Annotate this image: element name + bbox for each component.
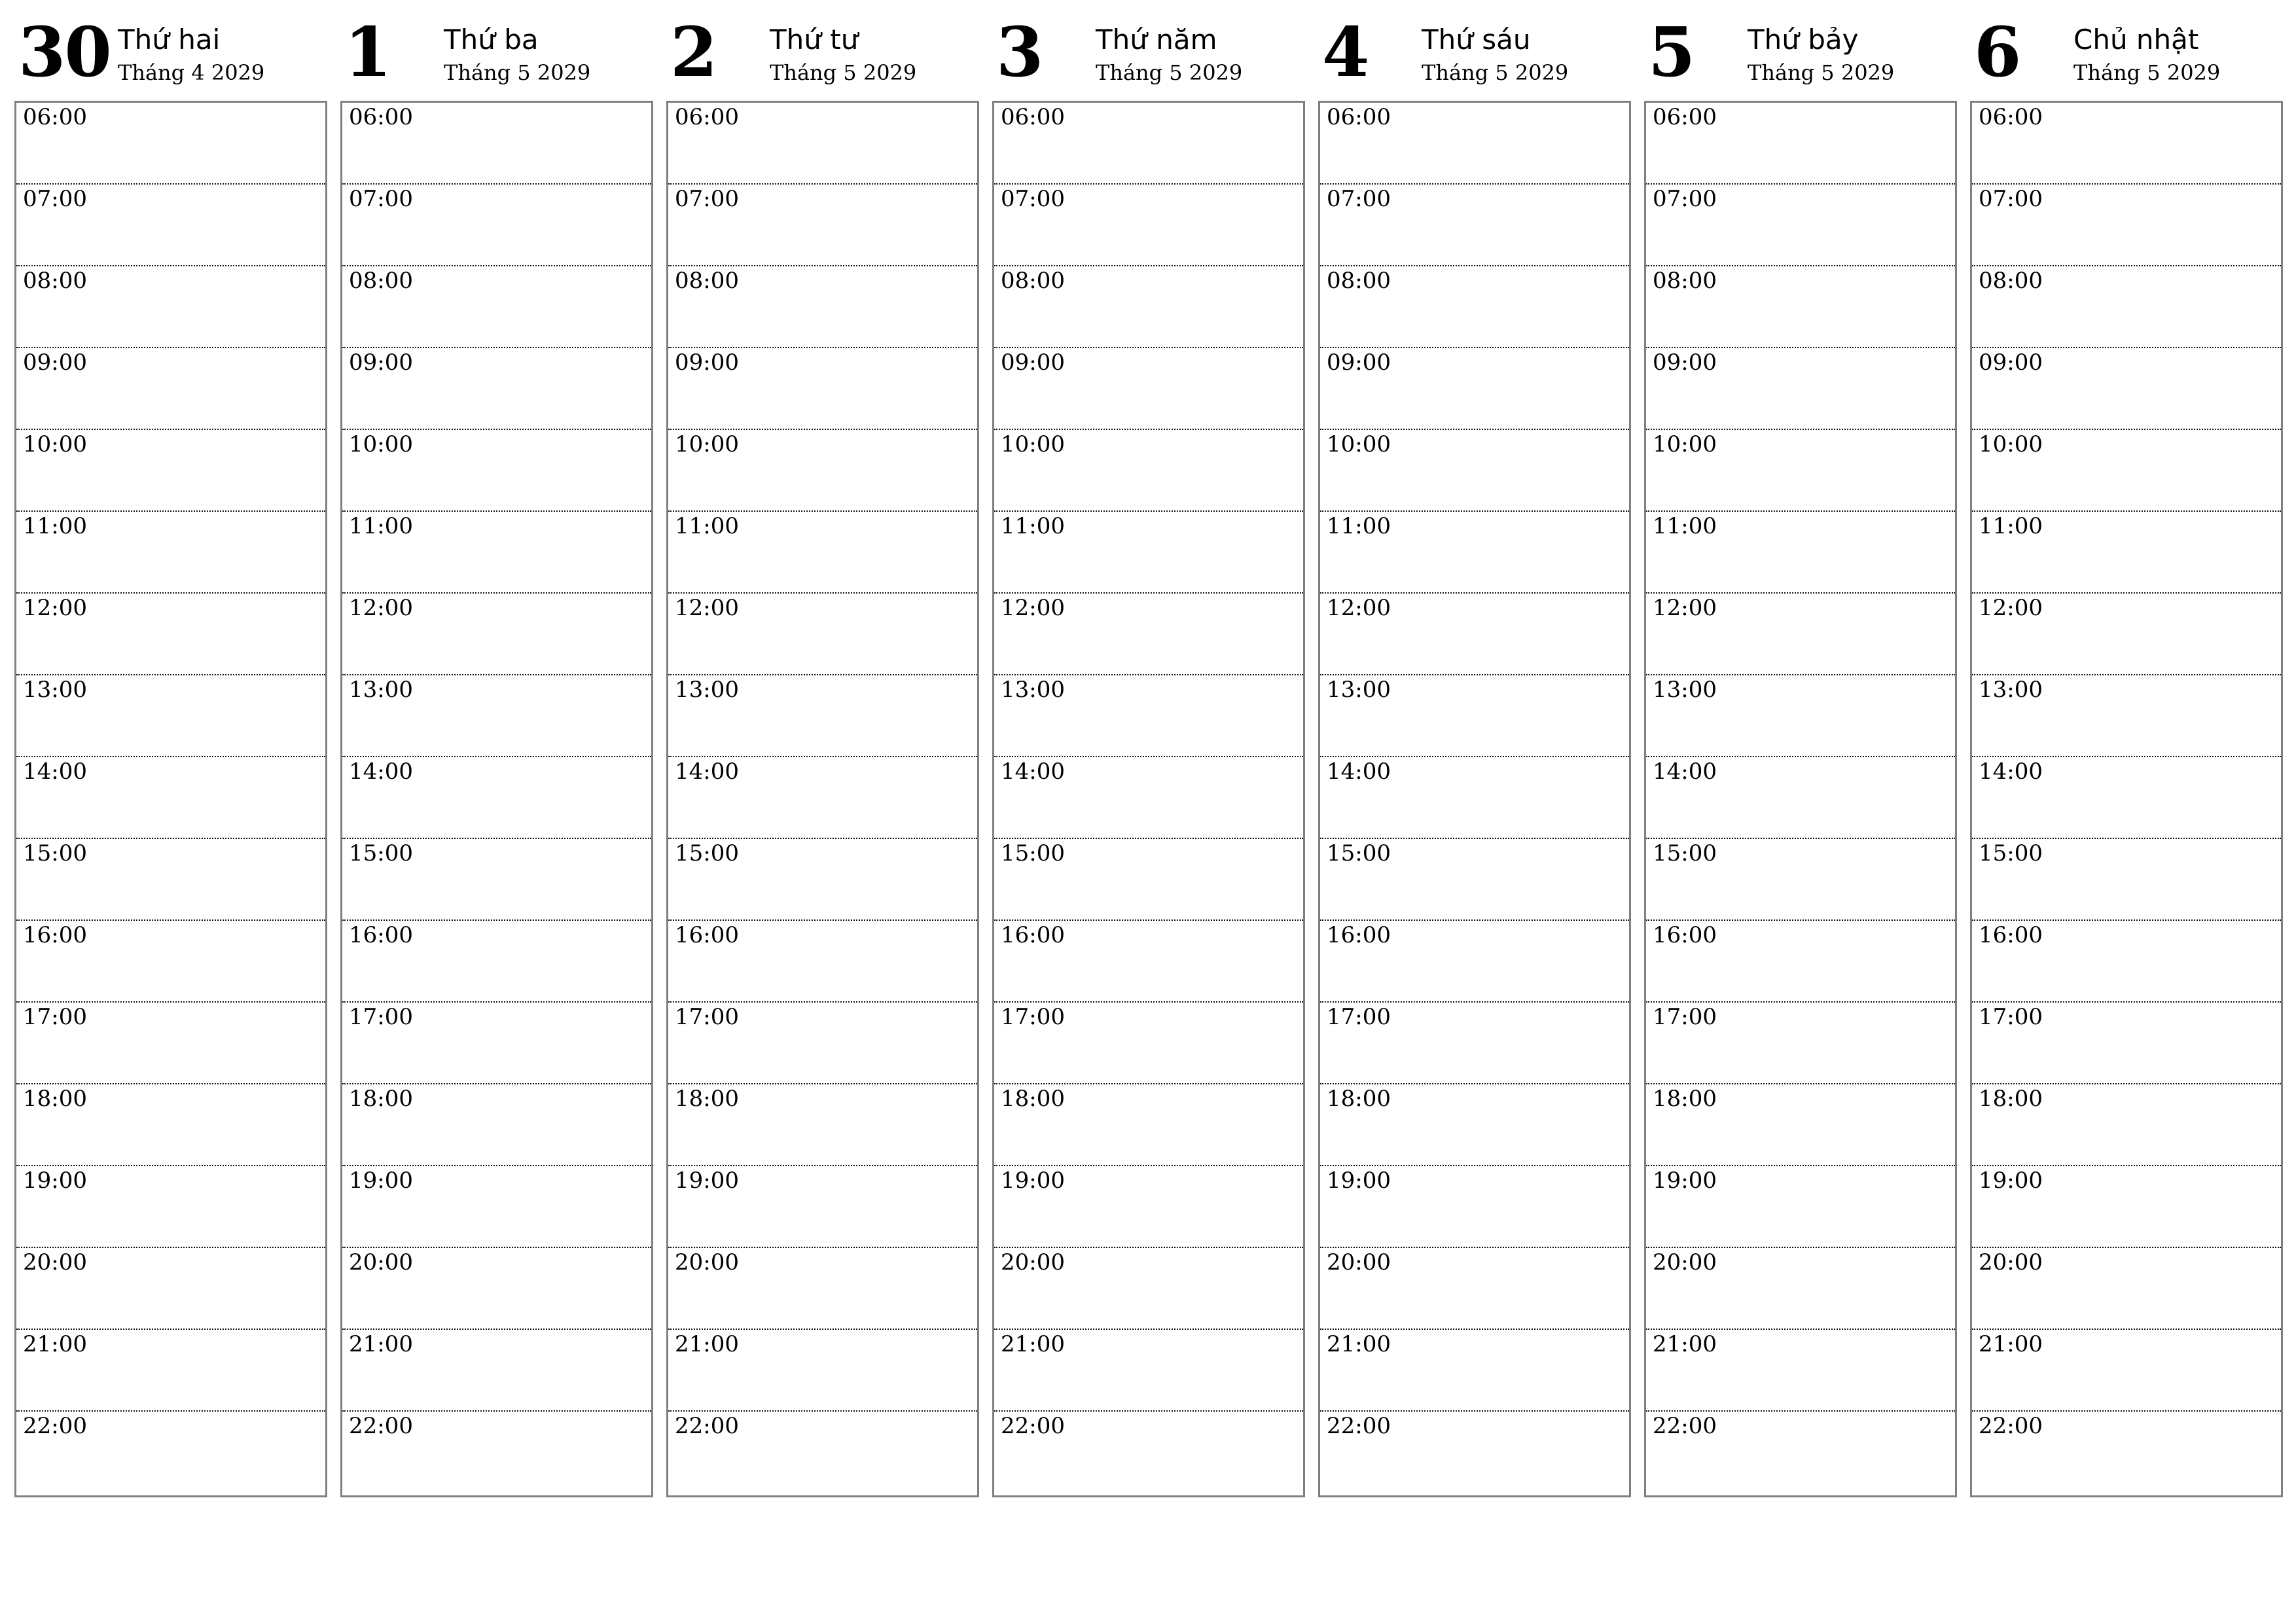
time-slot-label: 18:00 xyxy=(675,1086,739,1112)
time-slot xyxy=(342,757,651,839)
day-column xyxy=(1970,12,2282,1497)
time-slot-label: 09:00 xyxy=(1001,349,1065,376)
time-slot xyxy=(668,1248,977,1330)
day-number: 2 xyxy=(670,12,717,92)
time-slot-label: 14:00 xyxy=(349,758,413,785)
time-slot-label: 21:00 xyxy=(675,1331,739,1357)
time-slot xyxy=(342,430,651,512)
time-slot-label: 07:00 xyxy=(1001,186,1065,212)
time-slot-label: 10:00 xyxy=(1327,431,1391,457)
time-slot xyxy=(1972,1412,2281,1493)
time-slot xyxy=(1320,1412,1629,1493)
time-slot xyxy=(16,1084,325,1166)
time-slot-label: 17:00 xyxy=(1001,1004,1065,1030)
time-slot-label: 19:00 xyxy=(1653,1168,1717,1194)
time-slot xyxy=(994,185,1303,266)
time-slot-label: 20:00 xyxy=(1979,1249,2043,1275)
day-column xyxy=(1318,12,1630,1497)
day-header xyxy=(1644,12,1956,101)
time-slot-label: 10:00 xyxy=(349,431,413,457)
time-slot-label: 12:00 xyxy=(1979,595,2043,621)
time-slot-label: 18:00 xyxy=(23,1086,87,1112)
time-slot-label: 13:00 xyxy=(1653,677,1717,703)
time-slot-label: 12:00 xyxy=(1001,595,1065,621)
month-year-label: Tháng 5 2029 xyxy=(1748,60,1895,85)
time-slot xyxy=(1972,1330,2281,1412)
month-year-label: Tháng 5 2029 xyxy=(770,60,917,85)
day-schedule-box xyxy=(1318,101,1631,1497)
time-slot-label: 07:00 xyxy=(23,186,87,212)
time-slot-label: 09:00 xyxy=(1653,349,1717,376)
time-slot xyxy=(1320,757,1629,839)
time-slot xyxy=(668,839,977,921)
time-slot xyxy=(1320,1084,1629,1166)
time-slot xyxy=(342,348,651,430)
time-slot xyxy=(342,185,651,266)
time-slot-label: 15:00 xyxy=(675,840,739,866)
weekday-label: Thứ bảy xyxy=(1748,24,1859,56)
time-slot xyxy=(1646,921,1955,1003)
weekday-label: Thứ ba xyxy=(444,24,539,56)
time-slot-label: 21:00 xyxy=(1979,1331,2043,1357)
time-slot xyxy=(668,103,977,185)
weekday-label: Thứ năm xyxy=(1096,24,1217,56)
time-slot xyxy=(668,266,977,348)
time-slot-label: 10:00 xyxy=(1979,431,2043,457)
day-schedule-box xyxy=(992,101,1305,1497)
time-slot xyxy=(1320,1166,1629,1248)
time-slot-label: 08:00 xyxy=(1327,268,1391,294)
day-number: 4 xyxy=(1322,12,1369,92)
time-slot-label: 08:00 xyxy=(1653,268,1717,294)
time-slot-label: 12:00 xyxy=(1327,595,1391,621)
time-slot-label: 12:00 xyxy=(23,595,87,621)
time-slot-label: 20:00 xyxy=(675,1249,739,1275)
time-slot-label: 18:00 xyxy=(1327,1086,1391,1112)
time-slot xyxy=(1646,1084,1955,1166)
time-slot-label: 22:00 xyxy=(23,1413,87,1439)
time-slot xyxy=(16,103,325,185)
time-slot-label: 11:00 xyxy=(1653,513,1717,539)
time-slot xyxy=(342,103,651,185)
month-year-label: Tháng 5 2029 xyxy=(444,60,591,85)
time-slot-label: 17:00 xyxy=(1327,1004,1391,1030)
time-slot-label: 15:00 xyxy=(1327,840,1391,866)
time-slot-label: 12:00 xyxy=(349,595,413,621)
time-slot xyxy=(1320,1330,1629,1412)
time-slot xyxy=(668,1166,977,1248)
weekday-label: Thứ sáu xyxy=(1422,24,1531,56)
month-year-label: Tháng 4 2029 xyxy=(118,60,265,85)
time-slot-label: 19:00 xyxy=(23,1168,87,1194)
time-slot xyxy=(1972,512,2281,594)
time-slot xyxy=(1320,103,1629,185)
time-slot xyxy=(1972,430,2281,512)
time-slot xyxy=(668,185,977,266)
time-slot xyxy=(1646,185,1955,266)
day-column xyxy=(992,12,1304,1497)
time-slot xyxy=(342,594,651,675)
day-schedule-box xyxy=(14,101,327,1497)
time-slot-label: 13:00 xyxy=(675,677,739,703)
time-slot-label: 19:00 xyxy=(349,1168,413,1194)
time-slot xyxy=(1972,185,2281,266)
time-slot xyxy=(342,1248,651,1330)
time-slot xyxy=(668,430,977,512)
time-slot xyxy=(1646,594,1955,675)
time-slot xyxy=(1646,1412,1955,1493)
time-slot xyxy=(1320,675,1629,757)
time-slot-label: 15:00 xyxy=(1979,840,2043,866)
time-slot xyxy=(1972,103,2281,185)
time-slot-label: 16:00 xyxy=(1001,922,1065,948)
weekday-label: Thứ tư xyxy=(770,24,859,56)
time-slot-label: 22:00 xyxy=(675,1413,739,1439)
time-slot-label: 18:00 xyxy=(1979,1086,2043,1112)
time-slot xyxy=(1972,1084,2281,1166)
weekday-label: Thứ hai xyxy=(118,24,221,56)
time-slot xyxy=(16,594,325,675)
time-slot-label: 17:00 xyxy=(675,1004,739,1030)
time-slot xyxy=(668,1412,977,1493)
time-slot xyxy=(1320,430,1629,512)
weekly-planner xyxy=(14,12,2288,1497)
time-slot xyxy=(1646,675,1955,757)
time-slot-label: 14:00 xyxy=(1979,758,2043,785)
time-slot-label: 09:00 xyxy=(23,349,87,376)
time-slot-label: 20:00 xyxy=(23,1249,87,1275)
time-slot-label: 21:00 xyxy=(1327,1331,1391,1357)
time-slot-label: 22:00 xyxy=(1653,1413,1717,1439)
time-slot xyxy=(994,348,1303,430)
time-slot xyxy=(16,1003,325,1084)
time-slot xyxy=(342,1084,651,1166)
time-slot-label: 07:00 xyxy=(349,186,413,212)
time-slot xyxy=(1646,1330,1955,1412)
time-slot-label: 10:00 xyxy=(675,431,739,457)
day-header xyxy=(1970,12,2282,101)
time-slot xyxy=(1972,266,2281,348)
time-slot-label: 13:00 xyxy=(349,677,413,703)
time-slot-label: 13:00 xyxy=(23,677,87,703)
time-slot xyxy=(994,1084,1303,1166)
time-slot xyxy=(1320,1003,1629,1084)
time-slot-label: 10:00 xyxy=(1653,431,1717,457)
time-slot xyxy=(668,1003,977,1084)
day-column xyxy=(340,12,652,1497)
time-slot xyxy=(994,1248,1303,1330)
time-slot-label: 10:00 xyxy=(23,431,87,457)
time-slot xyxy=(1320,185,1629,266)
day-column xyxy=(666,12,978,1497)
time-slot-label: 15:00 xyxy=(23,840,87,866)
time-slot xyxy=(1646,348,1955,430)
time-slot-label: 20:00 xyxy=(1327,1249,1391,1275)
time-slot-label: 09:00 xyxy=(349,349,413,376)
time-slot-label: 22:00 xyxy=(349,1413,413,1439)
time-slot-label: 21:00 xyxy=(1653,1331,1717,1357)
day-column xyxy=(1644,12,1956,1497)
time-slot xyxy=(1646,103,1955,185)
time-slot-label: 17:00 xyxy=(349,1004,413,1030)
time-slot xyxy=(1320,266,1629,348)
time-slot xyxy=(16,675,325,757)
time-slot xyxy=(342,1412,651,1493)
month-year-label: Tháng 5 2029 xyxy=(1096,60,1243,85)
time-slot xyxy=(1972,348,2281,430)
time-slot-label: 15:00 xyxy=(1653,840,1717,866)
time-slot xyxy=(1646,266,1955,348)
time-slot-label: 09:00 xyxy=(1979,349,2043,376)
time-slot xyxy=(668,348,977,430)
time-slot xyxy=(1972,594,2281,675)
time-slot xyxy=(994,839,1303,921)
time-slot xyxy=(342,1003,651,1084)
time-slot xyxy=(1646,757,1955,839)
time-slot-label: 07:00 xyxy=(1327,186,1391,212)
time-slot xyxy=(1972,757,2281,839)
time-slot xyxy=(16,921,325,1003)
time-slot xyxy=(1320,1248,1629,1330)
time-slot-label: 20:00 xyxy=(1653,1249,1717,1275)
time-slot-label: 08:00 xyxy=(349,268,413,294)
time-slot xyxy=(668,512,977,594)
time-slot xyxy=(668,594,977,675)
time-slot xyxy=(16,839,325,921)
time-slot xyxy=(342,921,651,1003)
time-slot-label: 21:00 xyxy=(349,1331,413,1357)
time-slot-label: 19:00 xyxy=(1327,1168,1391,1194)
time-slot xyxy=(1972,675,2281,757)
time-slot xyxy=(668,675,977,757)
time-slot xyxy=(994,1412,1303,1493)
time-slot xyxy=(1972,1003,2281,1084)
time-slot-label: 09:00 xyxy=(675,349,739,376)
time-slot-label: 21:00 xyxy=(23,1331,87,1357)
time-slot xyxy=(1972,839,2281,921)
time-slot-label: 12:00 xyxy=(1653,595,1717,621)
time-slot xyxy=(1646,512,1955,594)
time-slot xyxy=(342,512,651,594)
time-slot-label: 18:00 xyxy=(1653,1086,1717,1112)
time-slot-label: 11:00 xyxy=(1327,513,1391,539)
time-slot-label: 16:00 xyxy=(1979,922,2043,948)
day-number: 3 xyxy=(996,12,1043,92)
time-slot-label: 13:00 xyxy=(1001,677,1065,703)
time-slot-label: 11:00 xyxy=(23,513,87,539)
time-slot xyxy=(16,512,325,594)
day-schedule-box xyxy=(1970,101,2283,1497)
time-slot xyxy=(16,757,325,839)
time-slot xyxy=(994,757,1303,839)
time-slot-label: 16:00 xyxy=(349,922,413,948)
time-slot xyxy=(16,1330,325,1412)
time-slot-label: 14:00 xyxy=(23,758,87,785)
time-slot-label: 08:00 xyxy=(1979,268,2043,294)
time-slot-label: 14:00 xyxy=(675,758,739,785)
time-slot-label: 07:00 xyxy=(675,186,739,212)
weekday-label: Chủ nhật xyxy=(2073,24,2199,56)
day-number: 30 xyxy=(18,12,111,92)
time-slot xyxy=(994,512,1303,594)
time-slot xyxy=(668,757,977,839)
time-slot-label: 08:00 xyxy=(1001,268,1065,294)
time-slot xyxy=(1320,921,1629,1003)
day-header xyxy=(1318,12,1630,101)
time-slot-label: 11:00 xyxy=(1001,513,1065,539)
time-slot xyxy=(668,1084,977,1166)
month-year-label: Tháng 5 2029 xyxy=(2073,60,2221,85)
time-slot xyxy=(994,1330,1303,1412)
month-year-label: Tháng 5 2029 xyxy=(1422,60,1569,85)
time-slot-label: 16:00 xyxy=(1653,922,1717,948)
time-slot xyxy=(994,103,1303,185)
time-slot-label: 11:00 xyxy=(675,513,739,539)
time-slot xyxy=(342,839,651,921)
time-slot-label: 06:00 xyxy=(1979,104,2043,130)
time-slot-label: 08:00 xyxy=(675,268,739,294)
time-slot-label: 19:00 xyxy=(675,1168,739,1194)
time-slot xyxy=(1972,1248,2281,1330)
time-slot-label: 20:00 xyxy=(1001,1249,1065,1275)
time-slot-label: 06:00 xyxy=(349,104,413,130)
day-column xyxy=(14,12,326,1497)
time-slot xyxy=(994,430,1303,512)
time-slot-label: 17:00 xyxy=(1979,1004,2043,1030)
time-slot xyxy=(1320,348,1629,430)
time-slot-label: 10:00 xyxy=(1001,431,1065,457)
time-slot-label: 07:00 xyxy=(1653,186,1717,212)
time-slot xyxy=(342,1166,651,1248)
time-slot xyxy=(1646,1003,1955,1084)
time-slot-label: 19:00 xyxy=(1001,1168,1065,1194)
time-slot-label: 22:00 xyxy=(1979,1413,2043,1439)
time-slot-label: 14:00 xyxy=(1653,758,1717,785)
time-slot xyxy=(1646,1166,1955,1248)
time-slot xyxy=(342,675,651,757)
time-slot xyxy=(1972,921,2281,1003)
time-slot xyxy=(994,675,1303,757)
day-schedule-box xyxy=(666,101,979,1497)
time-slot xyxy=(16,185,325,266)
time-slot-label: 17:00 xyxy=(1653,1004,1717,1030)
time-slot xyxy=(16,1166,325,1248)
time-slot-label: 19:00 xyxy=(1979,1168,2043,1194)
time-slot-label: 15:00 xyxy=(1001,840,1065,866)
time-slot xyxy=(16,266,325,348)
time-slot-label: 06:00 xyxy=(1653,104,1717,130)
time-slot-label: 13:00 xyxy=(1327,677,1391,703)
day-header xyxy=(14,12,326,101)
day-number: 6 xyxy=(1974,12,2020,92)
time-slot-label: 20:00 xyxy=(349,1249,413,1275)
time-slot-label: 17:00 xyxy=(23,1004,87,1030)
time-slot-label: 16:00 xyxy=(675,922,739,948)
time-slot xyxy=(16,1248,325,1330)
time-slot xyxy=(668,921,977,1003)
time-slot xyxy=(16,430,325,512)
time-slot-label: 06:00 xyxy=(675,104,739,130)
time-slot xyxy=(994,1166,1303,1248)
day-header xyxy=(666,12,978,101)
time-slot xyxy=(342,1330,651,1412)
time-slot-label: 11:00 xyxy=(349,513,413,539)
time-slot-label: 22:00 xyxy=(1327,1413,1391,1439)
time-slot-label: 08:00 xyxy=(23,268,87,294)
time-slot-label: 22:00 xyxy=(1001,1413,1065,1439)
time-slot xyxy=(1320,839,1629,921)
time-slot xyxy=(1646,430,1955,512)
time-slot-label: 14:00 xyxy=(1001,758,1065,785)
time-slot-label: 11:00 xyxy=(1979,513,2043,539)
time-slot-label: 18:00 xyxy=(349,1086,413,1112)
day-number: 5 xyxy=(1648,12,1695,92)
day-schedule-box xyxy=(340,101,653,1497)
time-slot xyxy=(1646,839,1955,921)
time-slot-label: 14:00 xyxy=(1327,758,1391,785)
day-schedule-box xyxy=(1644,101,1957,1497)
time-slot xyxy=(1320,594,1629,675)
time-slot xyxy=(668,1330,977,1412)
time-slot-label: 18:00 xyxy=(1001,1086,1065,1112)
day-number: 1 xyxy=(344,12,391,92)
time-slot xyxy=(1320,512,1629,594)
time-slot xyxy=(16,1412,325,1493)
time-slot-label: 07:00 xyxy=(1979,186,2043,212)
day-header xyxy=(340,12,652,101)
time-slot xyxy=(994,921,1303,1003)
time-slot-label: 16:00 xyxy=(23,922,87,948)
time-slot xyxy=(994,1003,1303,1084)
time-slot xyxy=(994,594,1303,675)
time-slot-label: 06:00 xyxy=(1001,104,1065,130)
time-slot xyxy=(16,348,325,430)
time-slot-label: 15:00 xyxy=(349,840,413,866)
time-slot-label: 06:00 xyxy=(23,104,87,130)
time-slot-label: 16:00 xyxy=(1327,922,1391,948)
time-slot-label: 21:00 xyxy=(1001,1331,1065,1357)
time-slot xyxy=(994,266,1303,348)
time-slot xyxy=(342,266,651,348)
time-slot-label: 09:00 xyxy=(1327,349,1391,376)
time-slot-label: 12:00 xyxy=(675,595,739,621)
time-slot xyxy=(1646,1248,1955,1330)
time-slot-label: 13:00 xyxy=(1979,677,2043,703)
time-slot xyxy=(1972,1166,2281,1248)
day-header xyxy=(992,12,1304,101)
time-slot-label: 06:00 xyxy=(1327,104,1391,130)
